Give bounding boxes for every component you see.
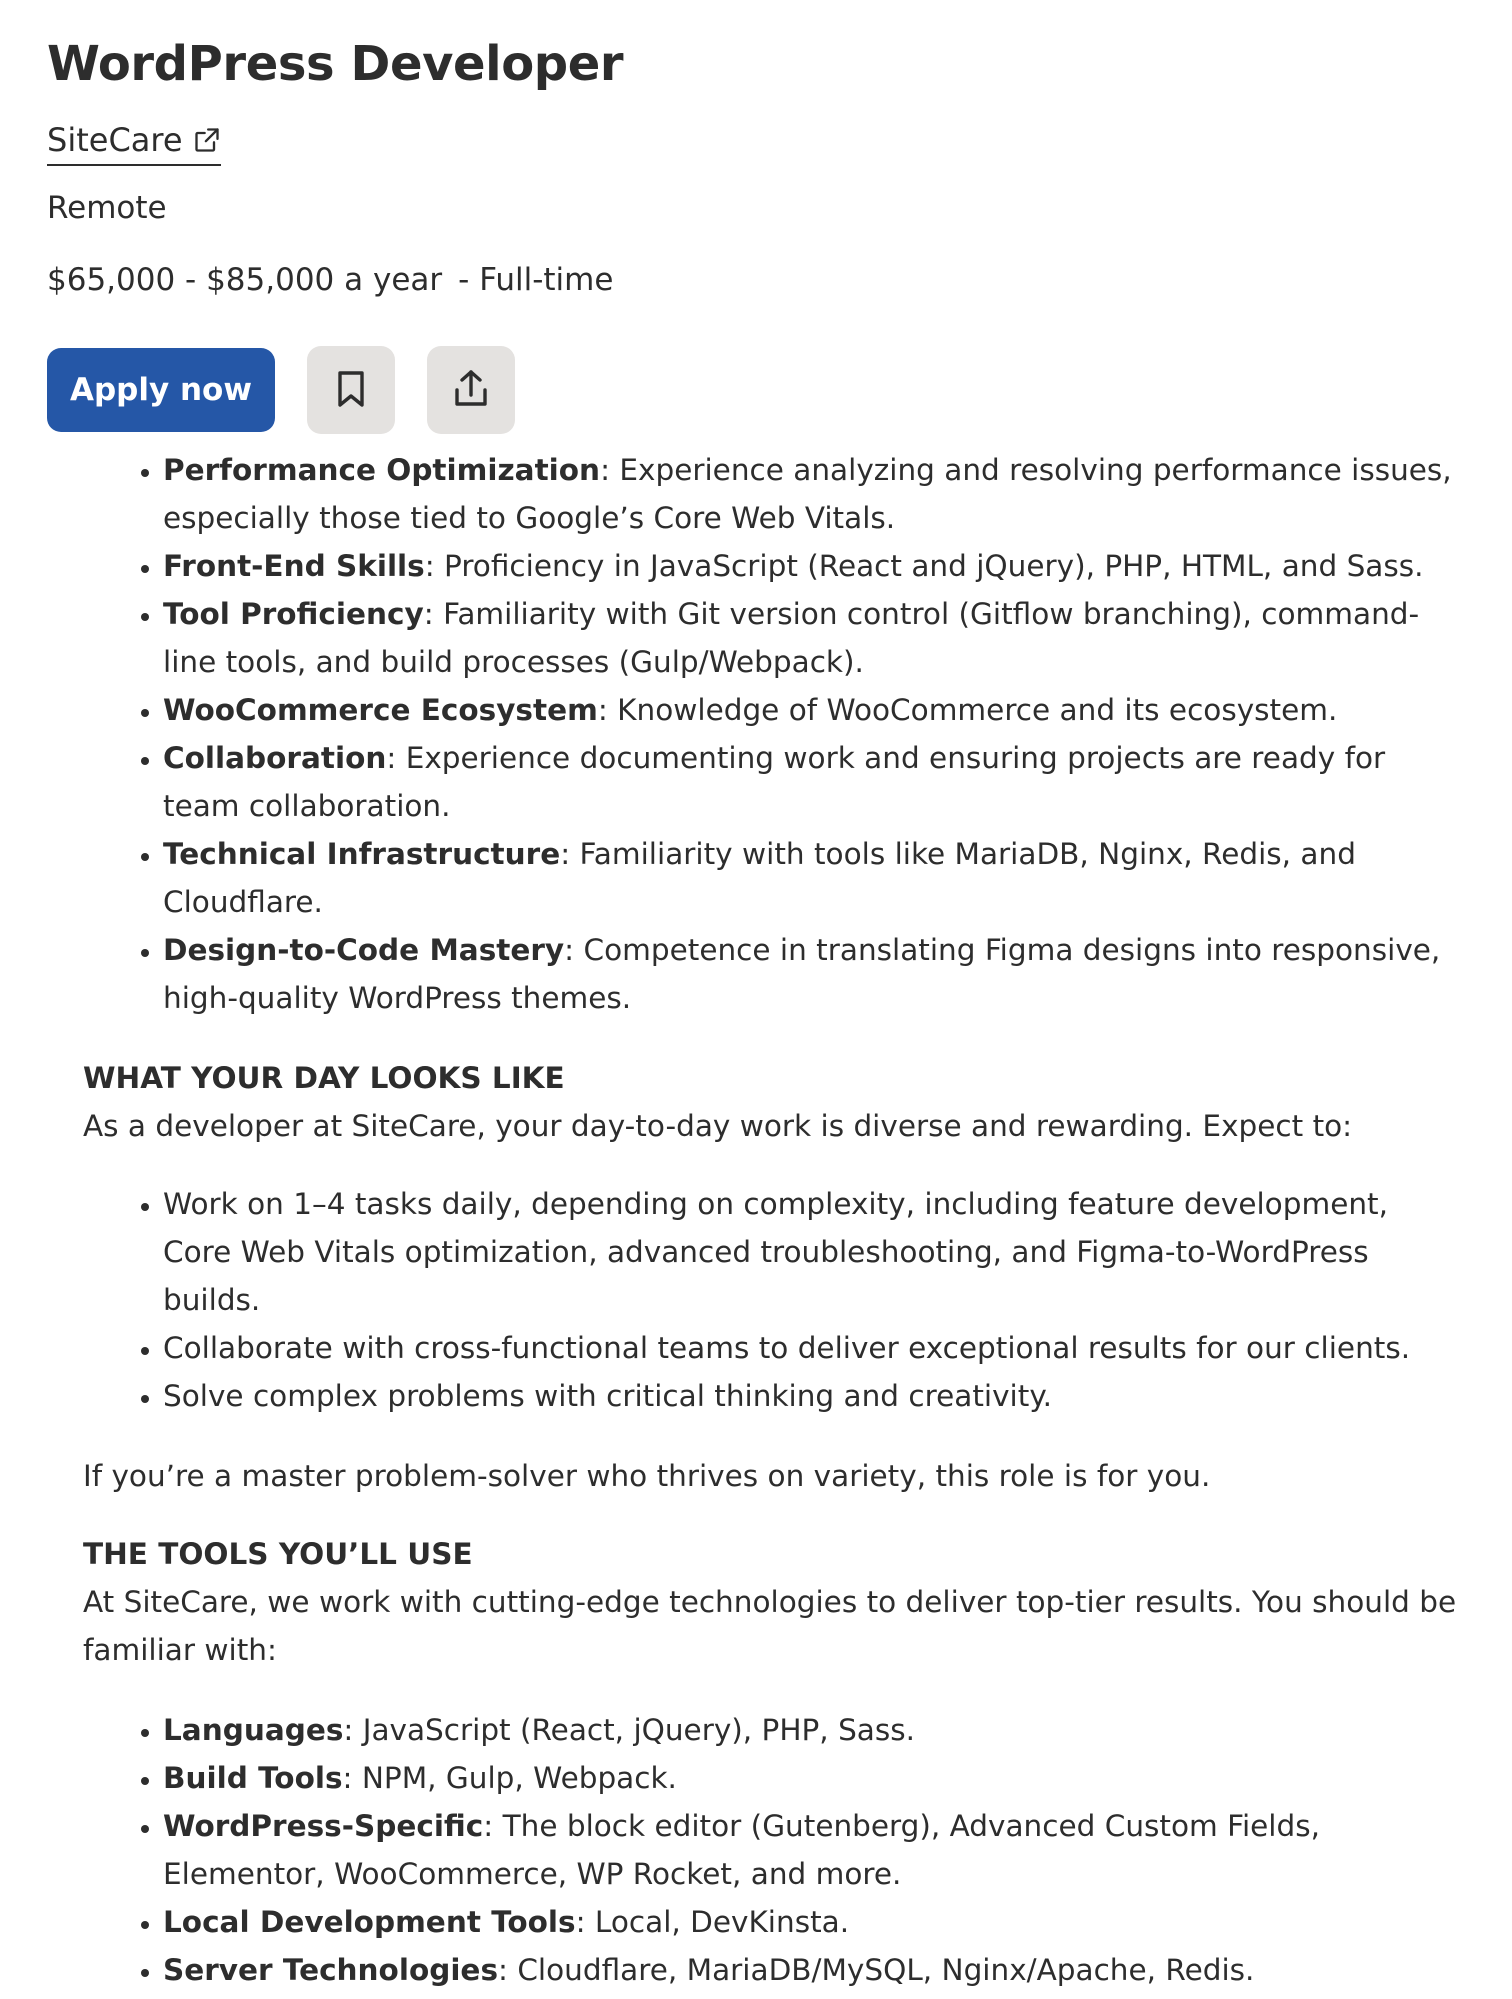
save-job-button[interactable]	[307, 346, 395, 434]
apply-now-button[interactable]: Apply now	[47, 348, 275, 432]
bookmark-icon	[333, 369, 369, 412]
job-type: - Full-time	[458, 262, 614, 298]
list-item: • WooCommerce Ecosystem: Knowledge of WooCommerce and its ecosystem.	[163, 686, 1463, 734]
list-item: • Performance Optimization: Experience analyzing and resolving performance issues, especially those tied to Google’s Core Web Vitals.	[163, 446, 1463, 542]
list-item: • Solve complex problems with critical thinking and creativity.	[163, 1372, 1463, 1420]
requirements-list	[83, 446, 1463, 1022]
company-name: SiteCare	[47, 121, 183, 159]
job-location: Remote	[47, 190, 167, 226]
tools-section-heading: THE TOOLS YOU’LL USE	[83, 1537, 473, 1571]
list-item: • Languages: JavaScript (React, jQuery), PHP, Sass.	[163, 1706, 1463, 1754]
list-item: • WordPress-Specific: The block editor (Gutenberg), Advanced Custom Fields, Elementor, WooCommerce, WP Rocket, and more.	[163, 1802, 1463, 1898]
tools-list	[83, 1706, 1463, 1994]
list-item: • Technical Infrastructure: Familiarity with tools like MariaDB, Nginx, Redis, and Cloudflare.	[163, 830, 1463, 926]
list-item: • Local Development Tools: Local, DevKinsta.	[163, 1898, 1463, 1946]
job-description	[83, 446, 1463, 1994]
list-item: • Collaborate with cross-functional teams to deliver exceptional results for our clients.	[163, 1324, 1463, 1372]
job-header	[47, 30, 1447, 302]
list-item: • Front-End Skills: Proficiency in JavaScript (React and jQuery), PHP, HTML, and Sass.	[163, 542, 1463, 590]
list-item: • Collaboration: Experience documenting work and ensuring projects are ready for team collaboration.	[163, 734, 1463, 830]
share-job-button[interactable]	[427, 346, 515, 434]
company-link[interactable]	[47, 118, 221, 166]
list-item: • Build Tools: NPM, Gulp, Webpack.	[163, 1754, 1463, 1802]
job-actions	[47, 348, 515, 434]
day-section-heading: WHAT YOUR DAY LOOKS LIKE	[83, 1061, 565, 1095]
share-icon	[452, 368, 490, 413]
salary-range: $65,000 - $85,000 a year	[47, 262, 443, 298]
list-item: • Server Technologies: Cloudflare, MariaDB/MySQL, Nginx/Apache, Redis.	[163, 1946, 1463, 1994]
day-section-closing: If you’re a master problem-solver who thrives on variety, this role is for you.	[83, 1459, 1211, 1493]
day-section-intro: As a developer at SiteCare, your day-to-day work is diverse and rewarding. Expect to:	[83, 1109, 1353, 1143]
tools-section-intro: At SiteCare, we work with cutting-edge technologies to deliver top-tier results. You should be familiar with:	[83, 1585, 1457, 1667]
list-item: • Tool Proficiency: Familiarity with Git version control (Gitflow branching), command-line tools, and build processes (Gulp/Webpack).	[163, 590, 1463, 686]
external-link-icon	[193, 126, 221, 154]
day-tasks-list	[83, 1180, 1463, 1420]
salary-row	[47, 258, 1447, 302]
job-title: WordPress Developer	[47, 36, 624, 92]
list-item: • Design-to-Code Mastery: Competence in translating Figma designs into responsive, high-quality WordPress themes.	[163, 926, 1463, 1022]
list-item: • Work on 1–4 tasks daily, depending on complexity, including feature development, Core Web Vitals optimization, advanced troubleshooting, and Figma-to-WordPress builds.	[163, 1180, 1463, 1324]
